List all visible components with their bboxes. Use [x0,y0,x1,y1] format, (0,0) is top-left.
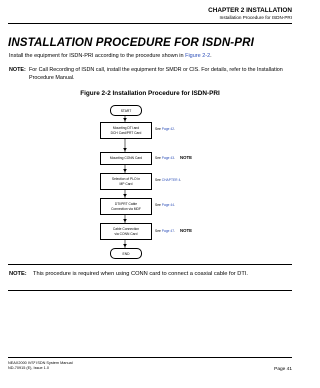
ref-link[interactable]: Page 43 [161,156,175,160]
flow-step-select-plo: Selection of PLO in MP Card [100,173,152,190]
flow-step-ref [155,155,192,160]
flow-step-ref [155,127,175,131]
flow-step-ref [155,228,192,233]
footer-rule [8,357,292,358]
ref-prefix: See [155,178,162,182]
flow-step-mount-conn: Mounting CONN Card [100,152,152,165]
flow-step-mount-dti: Mounting DTI and DCH Card/PRT Card [100,122,152,139]
ref-suffix: . [174,127,176,131]
flow-step-ref [155,178,181,182]
ref-prefix: See [155,127,162,131]
flow-end: END [110,248,142,259]
flow-start: START [110,105,142,116]
figure-link[interactable]: Figure 2-2 [185,53,211,59]
ref-note-marker: NOTE [180,228,192,233]
ref-link[interactable]: Page 47 [161,229,175,233]
note-rule-top [8,264,292,265]
footer-manual-title: NEAX2000 IVS² ISDN System Manual [8,361,73,365]
ref-suffix: . [180,178,182,182]
ref-prefix: See [155,229,162,233]
ref-suffix: . [174,203,176,207]
note-label: NOTE: [9,271,27,277]
page-number: Page 41 [274,367,292,372]
section-subheader: Installation Procedure for ISDN-PRI [219,15,292,20]
bottom-note [9,270,293,278]
ref-link[interactable]: Page 42 [161,127,175,131]
note-text: For Call Recording of ISDN call, install the equipment for SMDR or CIS. For details, refer to the Installation Procedure Manual. [29,67,283,82]
ref-prefix: See [155,203,162,207]
flow-step-cable-conn: Cable Connection via CONN Card [100,223,152,240]
ref-suffix: . [174,156,176,160]
intro-suffix: . [210,53,212,59]
ref-suffix: . [174,229,176,233]
footer-manual-info [8,361,73,372]
figure-caption: Figure 2-2 Installation Procedure for ISDN-PRI [80,90,220,97]
footer-issue: ND-70915 (E), Issue 1.0 [8,366,49,371]
note-label: NOTE: [9,67,26,73]
note-rule-bottom [8,290,292,291]
flow-step-ref [155,203,175,207]
note-text: This procedure is required when using CONN card to connect a coaxial cable for DTI. [33,271,248,277]
flow-step-cable-mdf: DTI/PRT Cable Connection via MDF [100,198,152,215]
ref-note-marker: NOTE [180,155,192,160]
page-title: INSTALLATION PROCEDURE FOR ISDN-PRI [8,36,254,49]
ref-link[interactable]: CHAPTER 4 [161,178,181,182]
ref-prefix: See [155,156,162,160]
intro-text: Install the equipment for ISDN-PRI according to the procedure shown in [9,53,186,59]
ref-link[interactable]: Page 44 [161,203,175,207]
chapter-header: CHAPTER 2 INSTALLATION [208,7,292,14]
